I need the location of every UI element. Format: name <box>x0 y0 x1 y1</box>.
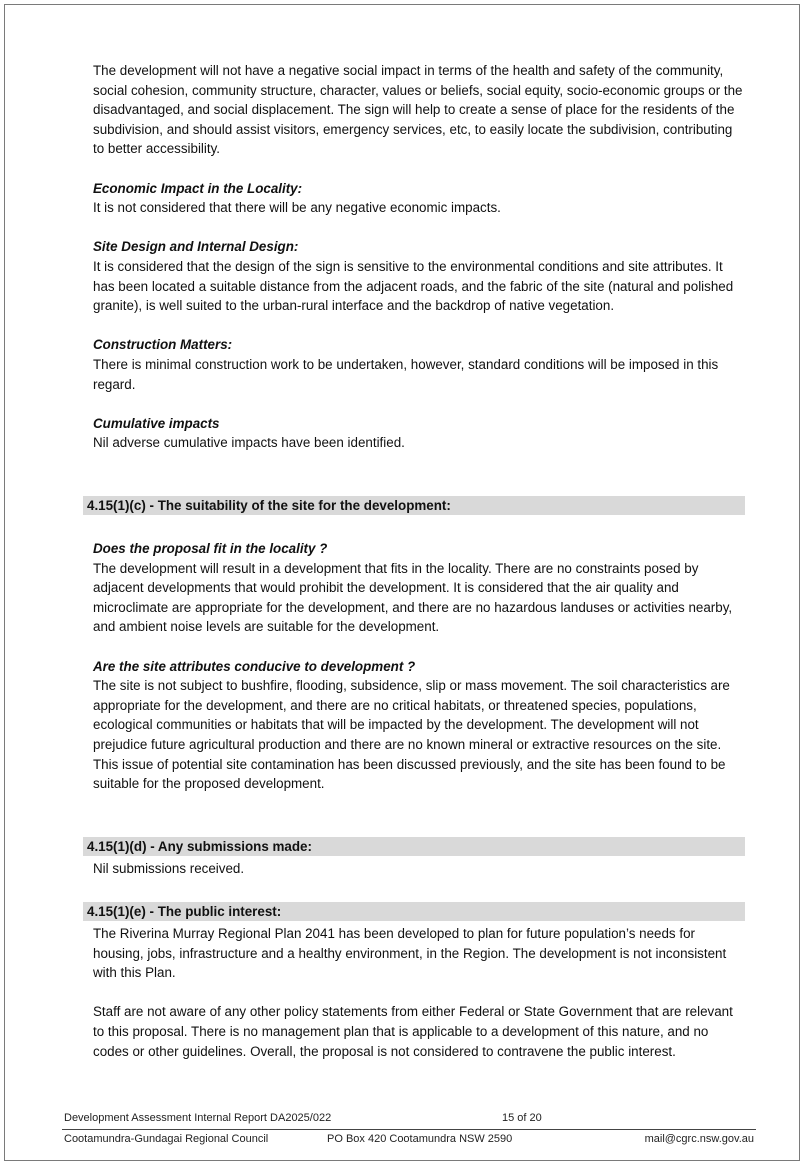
economic-impact-block <box>93 179 743 218</box>
fit-locality-heading: Does the proposal fit in the locality ? <box>93 541 328 556</box>
fit-locality-block <box>93 539 743 637</box>
section-d-heading: 4.15(1)(d) - Any submissions made: <box>83 837 745 856</box>
intro-paragraph: The development will not have a negative social impact in terms of the health and safety of the community, social cohesion, community structure, character, values or beliefs, social equity, socio-economic groups or the disadvantaged, and social displacement. The sign will help to create a sense of place for the residents of the subdivision, and should assist visitors, emergency services, etc, to easily locate the subdivision, contributing to better accessibility. <box>93 63 743 157</box>
section-c-heading: 4.15(1)(c) - The suitability of the site for the development: <box>83 496 745 515</box>
site-design-block <box>93 237 743 315</box>
section-e-content <box>93 924 743 1061</box>
site-design-heading: Site Design and Internal Design: <box>93 239 299 255</box>
economic-text: It is not considered that there will be any negative economic impacts. <box>93 200 501 216</box>
upper-content <box>93 61 743 453</box>
footer-council-name: Cootamundra-Gundagai Regional Council <box>64 1133 269 1145</box>
policy-paragraph: Staff are not aware of any other policy statements from either Federal or State Government that are relevant to this proposal. There is no management plan that is applicable to a development of this nature, and no codes or other guidelines. Overall, the proposal is not considered to contravene the public interest. <box>93 1004 733 1059</box>
section-e-heading: 4.15(1)(e) - The public interest: <box>83 902 745 921</box>
footer-page-number: 15 of 20 <box>502 1112 542 1124</box>
construction-block <box>93 335 743 394</box>
footer-email: mail@cgrc.nsw.gov.au <box>644 1133 754 1145</box>
fit-locality-text: The development will result in a development that fits in the locality. There are no constraints posed by adjacent developments that would prohibit the development. It is considered that the air quality and microclimate are appropriate for the development, and there are no hazardous landuses or activities nearby, and ambient noise levels are suitable for the development. <box>93 560 733 635</box>
construction-text: There is minimal construction work to be undertaken, however, standard conditions will be imposed in this regard. <box>93 356 719 392</box>
footer-address: PO Box 420 Cootamundra NSW 2590 <box>327 1133 513 1145</box>
site-design-text: It is considered that the design of the sign is sensitive to the environmental conditions and site attributes. It has been located a suitable distance from the adjacent roads, and the fabric of the site (natural and polished granite), is well suited to the urban-rural interface and the backdrop of native vegetation. <box>93 258 734 314</box>
site-attributes-text: The site is not subject to bushfire, flooding, subsidence, slip or mass movement. The soil characteristics are appropriate for the development, and there are no critical habitats, or threatened species, populations, ecological communities or habitats that will be impacted by the development. The development will not prejudice future agricultural production and there are no known mineral or extractive resources on the site. This issue of potential site contamination has been discussed previously, and the site has been found to be suitable for the proposed development. <box>93 678 730 792</box>
site-attributes-heading: Are the site attributes conducive to development ? <box>93 658 416 674</box>
cumulative-text: Nil adverse cumulative impacts have been identified. <box>93 435 405 451</box>
cumulative-block <box>93 414 743 453</box>
footer-divider <box>62 1129 756 1130</box>
site-attributes-block <box>93 657 743 794</box>
footer-report-title: Development Assessment Internal Report DA2025/022 <box>64 1112 332 1124</box>
regional-plan-paragraph: The Riverina Murray Regional Plan 2041 has been developed to plan for future population’s needs for housing, jobs, infrastructure and a healthy environment, in the Region. The development is not inconsistent with this Plan. <box>93 926 727 981</box>
construction-heading: Construction Matters: <box>93 337 233 353</box>
cumulative-heading: Cumulative impacts <box>93 415 220 431</box>
economic-heading: Economic Impact in the Locality: <box>93 180 303 196</box>
section-c-content <box>93 539 743 794</box>
section-d-text: Nil submissions received. <box>93 861 245 876</box>
